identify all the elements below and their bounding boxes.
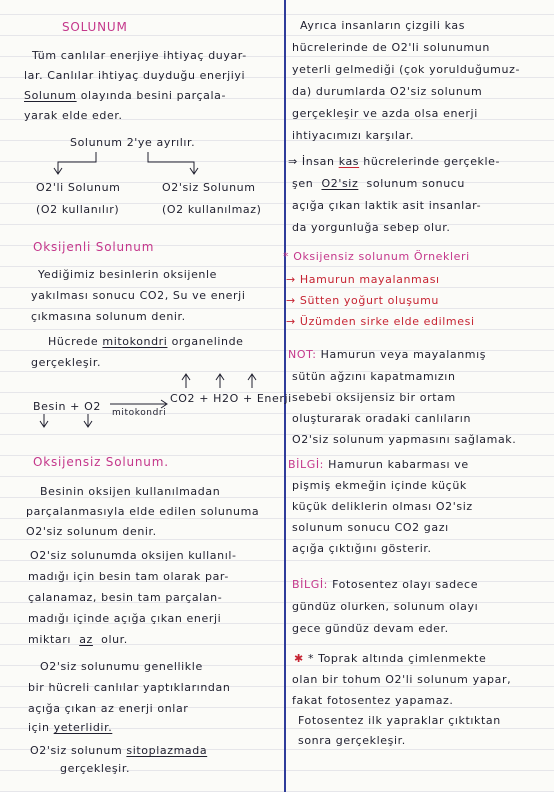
aerobic-branch-note: (O2 kullanılır) — [36, 203, 120, 216]
info1-line-3: küçük deliklerin olması O2'siz — [292, 500, 473, 513]
up-arrow-water — [216, 374, 224, 388]
aerobic-text-line-3: çıkmasına solunum denir. — [31, 310, 186, 323]
amount-underlined: az — [79, 633, 93, 646]
info2-line-3: gece gündüz devam eder. — [292, 622, 449, 635]
anaerobic-text-line-11: açığa çıkan az enerji onlar — [28, 702, 189, 715]
seed-note-line-5: sonra gerçekleşir. — [298, 734, 406, 747]
cytoplasm-underlined: sitoplazmada — [126, 744, 208, 757]
anaerobic-branch-name: O2'siz Solunum — [162, 181, 256, 194]
right-text-line-1: Ayrıca insanların çizgili kas — [300, 19, 466, 32]
aerobic-branch-name: O2'li Solunum — [36, 181, 121, 194]
right-text-line-4: da) durumlarda O2'siz solunum — [292, 85, 483, 98]
muscle-underlined: kas — [338, 155, 360, 168]
mitochondria-term: mitokondri — [102, 335, 168, 348]
equation-reactants: Besin + O2 — [33, 400, 101, 413]
anaerobic-text-line-3: O2'siz solunum denir. — [26, 525, 157, 538]
examples-title: * Oksijensiz solunum Örnekleri — [283, 250, 470, 263]
split-arrow-left — [58, 152, 96, 173]
seed-note-line-1: ✱ * Toprak altında çimlenmekte — [294, 652, 487, 665]
anaerobic-text-line-12: için yeterlidir. — [28, 721, 113, 734]
muscle-note-line-3: açığa çıkan laktik asit insanlar- — [292, 199, 482, 212]
muscle-note-line-2: şen O2'siz solunum sonucu — [292, 177, 465, 190]
split-label: Solunum 2'ye ayrılır. — [70, 136, 196, 149]
down-arrow-oxygen — [84, 414, 92, 427]
anaerobic-text-line-13: O2'siz solunum sitoplazmada — [30, 744, 208, 757]
page-title: SOLUNUM — [62, 20, 128, 34]
info2-line-2: gündüz olurken, solunum olayı — [292, 600, 479, 613]
intro-line-2: lar. Canlılar ihtiyaç duyduğu enerjiyi — [24, 69, 246, 82]
anaerobic-text-line-4: O2'siz solunumda oksijen kullanıl- — [30, 549, 237, 562]
up-arrow-energy — [248, 374, 256, 388]
seed-note-line-2: olan bir tohum O2'li solunum yapar, — [292, 673, 512, 686]
info1-label: BİLGİ: — [288, 458, 324, 471]
seed-note-line-4: Fotosentez ilk yapraklar çıktıktan — [298, 714, 501, 727]
example-item-2: → Sütten yoğurt oluşumu — [286, 294, 440, 307]
note-line-5: O2'siz solunum yapmasını sağlamak. — [292, 433, 517, 446]
anaerobic-text-line-10: bir hücreli canlılar yaptıklarından — [28, 681, 231, 694]
split-arrow-right — [148, 152, 194, 173]
muscle-note-line-4: da yorgunluğa sebep olur. — [292, 221, 451, 234]
anaerobic-text-line-5: madığı için besin tam olarak par- — [28, 570, 229, 583]
intro-line-3: Solunum olayında besini parçala- — [24, 89, 227, 102]
right-text-line-3: yeterli gelmediği (çok yorulduğumuz- — [292, 63, 521, 76]
anaerobic-text-line-6: çalanamaz, besin tam parçalan- — [28, 591, 223, 604]
info2-label: BİLGİ: — [292, 578, 328, 591]
anaerobic-text-line-2: parçalanmasıyla elde edilen solunuma — [26, 505, 260, 518]
intro-underlined-term: Solunum — [24, 89, 77, 102]
down-arrow-food — [40, 414, 48, 427]
anaerobic-text-line-8: miktarı az olur. — [28, 633, 128, 646]
aerobic-text-line-2: yakılması sonucu CO2, Su ve enerji — [31, 289, 246, 302]
note-line-2: sütün ağzını kapatmamızın — [292, 370, 456, 383]
anaerobic-text-line-14: gerçekleşir. — [60, 762, 131, 775]
intro-line-4: yarak elde eder. — [24, 109, 123, 122]
info1-line-4: solunum sonucu CO2 gazı — [292, 521, 449, 534]
equation-catalyst-label: mitokondri — [112, 408, 167, 418]
right-text-line-5: gerçekleşir ve azda olsa enerji — [292, 107, 478, 120]
anaerobic-branch-note: (O2 kullanılmaz) — [162, 203, 262, 216]
up-arrow-co2 — [182, 374, 190, 388]
anaerobic-text-line-1: Besinin oksijen kullanılmadan — [40, 485, 221, 498]
anaerobic-text-line-9: O2'siz solunumu genellikle — [40, 660, 203, 673]
anaerobic-text-line-7: madığı içinde açığa çıkan enerji — [28, 612, 222, 625]
aerobic-text-line-4: Hücrede mitokondri organelinde — [48, 335, 244, 348]
aerobic-text-line-1: Yediğimiz besinlerin oksijenle — [38, 268, 218, 281]
note-line-1: NOT: Hamurun veya mayalanmış — [288, 348, 487, 361]
note-line-3: sebebi oksijensiz bir ortam — [292, 391, 456, 404]
seed-note-line-3: fakat fotosentez yapamaz. — [292, 694, 454, 707]
anaerobic-underlined: O2'siz — [321, 177, 359, 190]
note-label: NOT: — [288, 348, 317, 361]
example-item-1: → Hamurun mayalanması — [286, 273, 440, 286]
right-text-line-6: ihtiyacımızı karşılar. — [292, 129, 415, 142]
info1-line-5: açığa çıktığını gösterir. — [292, 542, 432, 555]
example-item-3: → Üzümden sirke elde edilmesi — [286, 315, 475, 328]
equation-products: CO2 + H2O + Enerji — [170, 392, 292, 405]
anaerobic-section-title: Oksijensiz Solunum. — [33, 455, 169, 469]
info2-line-1: BİLGİ: Fotosentez olayı sadece — [292, 578, 479, 591]
info1-line-1: BİLGİ: Hamurun kabarması ve — [288, 458, 469, 471]
note-line-4: oluşturarak oradaki canlıların — [292, 412, 472, 425]
info1-line-2: pişmiş ekmeğin içinde küçük — [292, 479, 467, 492]
aerobic-section-title: Oksijenli Solunum — [33, 240, 155, 254]
right-text-line-2: hücrelerinde de O2'li solunumun — [292, 41, 490, 54]
intro-line-1: Tüm canlılar enerjiye ihtiyaç duyar- — [32, 49, 247, 62]
sufficient-underlined: yeterlidir. — [53, 721, 113, 734]
muscle-note-line-1: ⇒ İnsan kas hücrelerinde gerçekle- — [288, 155, 501, 168]
aerobic-text-line-5: gerçekleşir. — [31, 356, 102, 369]
